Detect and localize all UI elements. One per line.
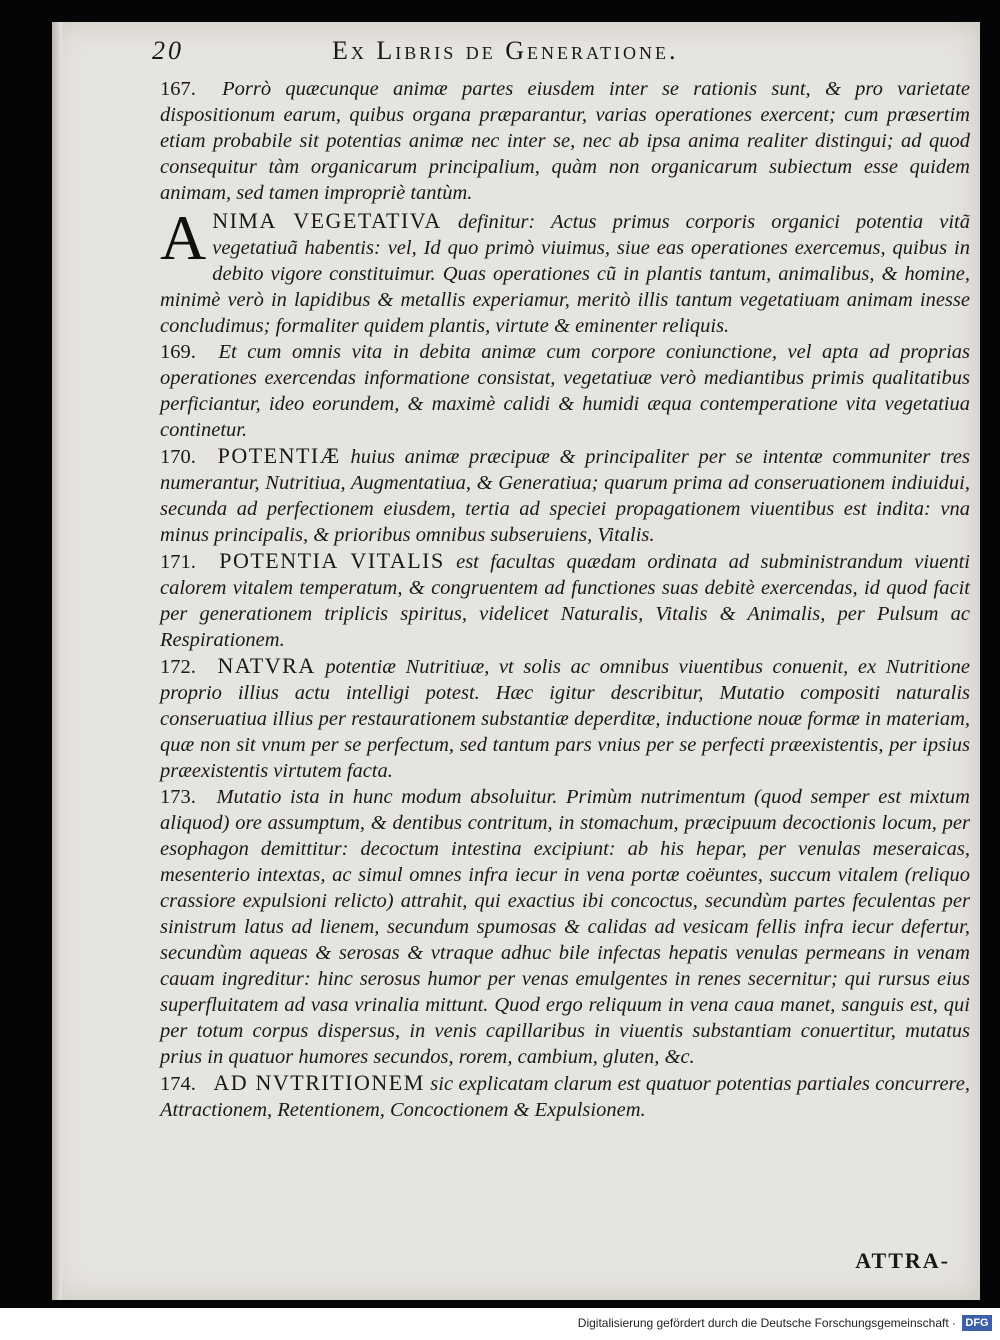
paragraph-text: huius animæ præcipuæ & principaliter per se intentæ communiter tres numerantur, Nutritiua, Augmentatiua, & Generatiua; quarum prima ad conseruationem indiuidui, secunda ad perfectionem eiusdem, tertia ad speciei propagationem viuentibus est indita: vna minus principalis, & prioribus omnibus subseruiens, Vitalis. bbox=[160, 446, 970, 546]
paragraph-text: Et cum omnis vita in debita animæ cum corpore coniunctione, vel apta ad proprias operationes exercendas informatione consistat, vegetatiuæ verò mediantibus primis qualitatibus perficiantur, ideo eorundem, & maximè calidi & humidi æqua contemperatione vita vegetatiua continetur. bbox=[160, 341, 971, 441]
paragraph-lead: POTENTIA VITALIS bbox=[219, 548, 445, 573]
catchword: ATTRA- bbox=[855, 1248, 950, 1273]
paragraph-number: 174. bbox=[160, 1073, 196, 1095]
paragraph-number: 171. bbox=[160, 551, 196, 573]
running-title: Ex Libris de Generatione. bbox=[332, 36, 679, 65]
paragraph-171 bbox=[160, 548, 970, 653]
paragraph-174 bbox=[160, 1070, 970, 1123]
paragraph-lead: POTENTIÆ bbox=[217, 443, 341, 468]
paragraph-170 bbox=[160, 443, 970, 548]
paragraph-number: 167. bbox=[160, 78, 196, 100]
running-head bbox=[152, 36, 972, 72]
paragraph-lead: NIMA VEGETATIVA bbox=[212, 208, 442, 233]
paragraph-number: 172. bbox=[160, 656, 196, 678]
paragraph-text: potentiæ Nutritiuæ, vt solis ac omnibus viuentibus conuenit, ex Nutritione proprio illius actu intelligi potest. Hæc igitur describitur, Mutatio compositi naturalis conseruatiua illius per restaurationem substantiæ deperditæ, inductione nouæ formæ in materiam, quæ non sit vnum per se perfectum, sed tantum pars vnius per se perfecti præexistentis, per ipsius præexistentis virtutem facta. bbox=[160, 656, 970, 782]
paragraph-number: 170. bbox=[160, 446, 196, 468]
paragraph-text: definitur: Actus primus corporis organici potentia vitã vegetatiuã habentis: vel, Id quo primò viuimus, siue eas operationes exercemus, quibus in debito vigore constituimur. Quas operationes cũ in plantis tantum, animalibus, & homine, minimè verò in lapidibus & metallis experiamur, meritò illis tantum vegetatiuam animam inesse concludimus; formaliter quidem plantis, virtute & eminenter reliquis. bbox=[160, 211, 970, 337]
paragraph-number: 169. bbox=[160, 341, 196, 363]
paragraph-172 bbox=[160, 653, 970, 784]
paragraph-173 bbox=[160, 784, 970, 1070]
page-number: 20 bbox=[152, 36, 184, 65]
paragraph-lead: NATVRA bbox=[217, 653, 316, 678]
drop-cap: A bbox=[160, 202, 207, 273]
footer-bar bbox=[0, 1308, 1000, 1340]
paragraph-text: sic explicatam clarum est quatuor potentias partiales concurrere, Attractionem, Retentionem, Concoctionem & Expulsionem. bbox=[160, 1073, 970, 1121]
paragraph-lead: AD NVTRITIONEM bbox=[213, 1070, 425, 1095]
paragraph-169 bbox=[160, 339, 970, 443]
paragraph-text: est facultas quædam ordinata ad subministrandum viuenti calorem vitalem temperatum, & congruentem ad functiones suas debitè exercendas, id quod facit per generationem triplicis spiritus, videlicet Naturalis, Vitalis & Animalis, per Pulsum ac Respirationem. bbox=[160, 551, 971, 651]
book-page bbox=[52, 22, 980, 1300]
text-block bbox=[160, 76, 970, 1123]
funding-credit: Digitalisierung gefördert durch die Deutsche Forschungsgemeinschaft · bbox=[577, 1316, 956, 1330]
page-gutter-shadow bbox=[52, 22, 62, 1300]
paragraph-number: 173. bbox=[160, 786, 196, 808]
paragraph-text: Mutatio ista in hunc modum absoluitur. Primùm nutrimentum (quod semper est mixtum aliquod) ore assumptum, & dentibus contritum, in stomachum, præcipuum decoctionis locum, per esophagon demittitur: decoctum intestina excipiunt: ab his hepar, per venulas meseraicas, mesenterio intextas, ac simul omnes infra iecur in vena portæ coëuntes, succum vitalem (reliquo crassiore expulsioni relicto) attrahit, qui exactius ibi concoctus, secundùm partes feculentas per sinistrum latus ad lienem, secundum spumosas & calidas ad vesicam fellis infra iecur defertur, secundùm aqueas & serosas & vtraque adhuc bile infectas hepatis venulas permeans in venam cauam ingreditur: hinc serosus humor per venas emulgentes in renes secernitur; qui rursus eius superfluitatem ad vasa vrinalia mittunt. Quod ergo reliquum in vena caua manet, sanguis est, qui per totum corpus dispersus, in venis capillaribus in viuentis substantiam conuertitur, mutatus prius in quatuor humores secundos, rorem, cambium, gluten, &c. bbox=[160, 786, 970, 1068]
paragraph-167 bbox=[160, 76, 970, 206]
paragraph-anima-vegetativa bbox=[160, 202, 970, 339]
dfg-logo: DFG bbox=[962, 1315, 992, 1331]
paragraph-text: Porrò quæcunque animæ partes eiusdem inter se rationis sunt, & pro varietate dispositionum earum, quibus organa præparantur, varias operationes exercent; cum præsertim etiam probabile sit potentias animæ nec inter se, nec ab ipsa anima realiter distingui; ad quod consequitur tàm organicarum principalium, quàm non organicarum subiectum esse quidem animam, sed tamen impropriè tantùm. bbox=[160, 78, 971, 204]
